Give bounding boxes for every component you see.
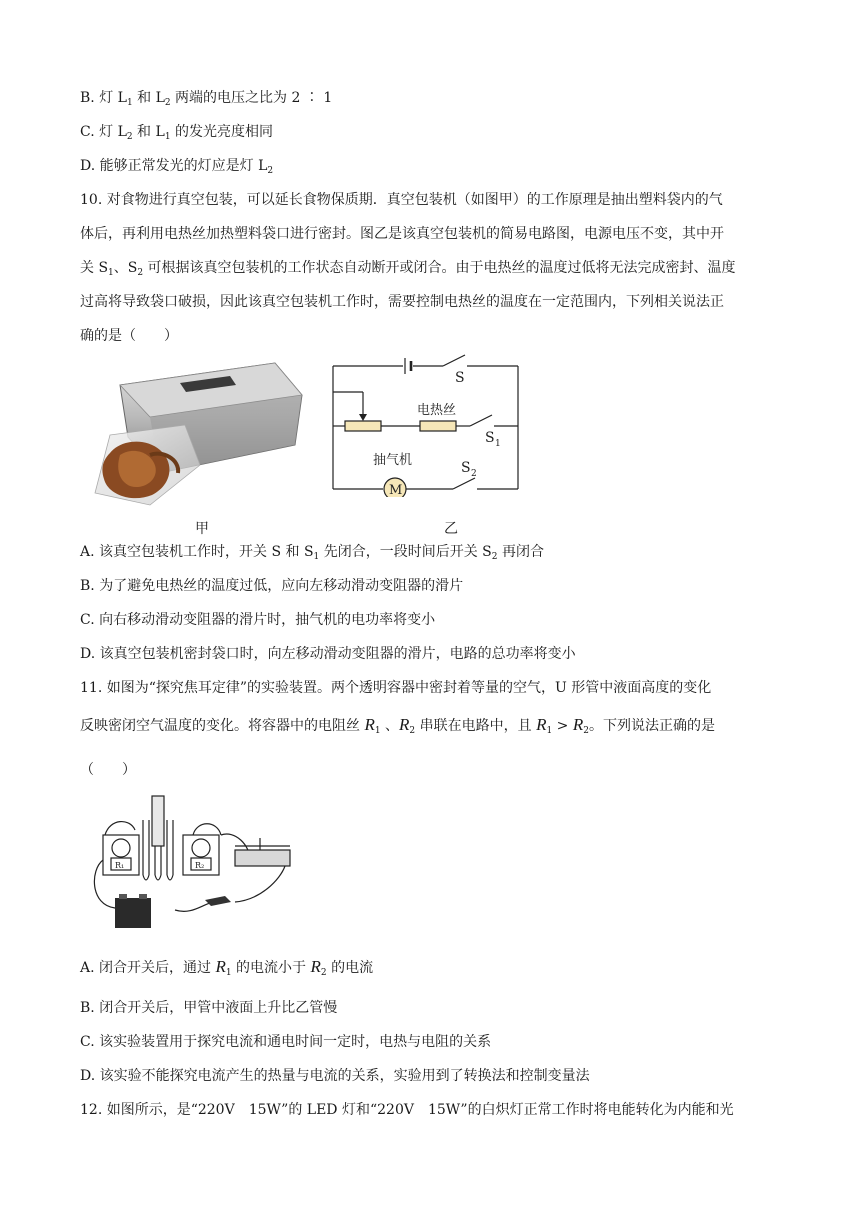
subscript: 1 [313, 552, 320, 562]
text: D. 能够正常发光的灯应是灯 L [80, 158, 268, 174]
subscript: 2 [137, 268, 144, 278]
text: 的电流小于 [231, 960, 311, 976]
text: A. 该真空包装机工作时，开关 S 和 S [80, 544, 314, 560]
r2-label: R₂ [195, 861, 205, 870]
text: B. 灯 L [80, 90, 127, 106]
q10-option-d: D. 该真空包装机密封袋口时，向左移动滑动变阻器的滑片，电路的总功率将变小 [80, 646, 576, 662]
subscript: 2 [267, 166, 274, 176]
motor-label: M [389, 483, 403, 497]
q9-option-b [80, 88, 332, 113]
subscript: 2 [583, 726, 589, 736]
subscript: 2 [409, 726, 416, 736]
pump-label: 抽气机 [373, 453, 413, 468]
text: 再闭合 [497, 544, 544, 560]
text: 。下列说法正确的是 [588, 718, 715, 734]
subscript: 2 [126, 132, 133, 142]
text: A. 闭合开关后，通过 [80, 960, 216, 976]
subscript: 2 [491, 552, 498, 562]
q10-stem-line1: 10. 对食物进行真空包装，可以延长食物保质期．真空包装机（如图甲）的工作原理是抽出塑料袋内的气 [80, 192, 723, 208]
switch-s-label: S [455, 370, 465, 386]
symbol-r: R [310, 957, 321, 976]
vacuum-sealer-image [90, 355, 315, 515]
heater-label: 电热丝 [417, 403, 457, 418]
text: 的发光亮度相同 [170, 124, 273, 140]
q11-option-c: C. 该实验装置用于探究电流和通电时间一定时，电热与电阻的关系 [80, 1034, 492, 1050]
joule-law-apparatus-image [85, 790, 300, 945]
subscript: 1 [108, 268, 114, 278]
switch-s2-sub: 2 [471, 469, 477, 479]
circuit-diagram [325, 352, 530, 497]
q12-stem-line1: 12. 如图所示，是“220V 15W”的 LED 灯和“220V 15W”的白炽灯正常工作时将电能转化为内能和光 [80, 1102, 734, 1118]
q11-option-d: D. 该实验不能探究电流产生的热量与电流的关系，实验用到了转换法和控制变量法 [80, 1068, 590, 1084]
q11-option-b: B. 闭合开关后，甲管中液面上升比乙管慢 [80, 1000, 338, 1016]
q10-option-a [80, 542, 544, 567]
subscript: 2 [164, 98, 171, 108]
text: 两端的电压之比为 2 ∶ 1 [170, 90, 333, 106]
subscript: 1 [374, 726, 381, 736]
text: 先闭合，一段时间后开关 S [319, 544, 492, 560]
text: 串联在电路中，且 [415, 718, 537, 734]
q9-option-c [80, 122, 273, 147]
subscript: 2 [320, 968, 327, 978]
figure-yi-caption: 乙 [444, 521, 458, 537]
text: 、 [380, 718, 400, 734]
switch-s1-label: S [485, 430, 495, 446]
q10-stem-line2: 体后，再利用电热丝加热塑料袋口进行密封。图乙是该真空包装机的简易电路图，电源电压不变，其中开 [80, 226, 724, 242]
switch-s1-sub: 1 [495, 439, 501, 449]
text: 可根据该真空包装机的工作状态自动断开或闭合。由于电热丝的温度过低将无法完成密封、温度 [143, 260, 736, 276]
switch-s2-label: S [461, 460, 471, 476]
q11-stem-line2 [80, 715, 715, 741]
q10-stem-line5: 确的是（ ） [80, 328, 178, 344]
text: 和 L [132, 124, 165, 140]
symbol-r: R [364, 715, 375, 734]
symbol-r: R [536, 715, 547, 734]
r1-label: R₁ [115, 861, 125, 870]
text: > [552, 718, 573, 734]
q10-stem-line4: 过高将导致袋口破损，因此该真空包装机工作时，需要控制电热丝的温度在一定范围内，下列相关说法正 [80, 294, 724, 310]
symbol-r: R [399, 715, 410, 734]
subscript: 1 [546, 726, 553, 736]
symbol-r: R [572, 715, 584, 734]
text: 和 L [132, 90, 165, 106]
symbol-r: R [215, 957, 226, 976]
subscript: 1 [126, 98, 133, 108]
q11-stem-line1: 11. 如图为“探究焦耳定律”的实验装置。两个透明容器中密封着等量的空气，U 形管中液面高度的变化 [80, 680, 712, 696]
subscript: 1 [164, 132, 171, 142]
q10-option-b: B. 为了避免电热丝的温度过低，应向左移动滑动变阻器的滑片 [80, 578, 464, 594]
q10-stem-line3 [80, 258, 736, 283]
text: 的电流 [326, 960, 374, 976]
q11-option-a [80, 957, 373, 983]
subscript: 1 [225, 968, 232, 978]
q9-option-d [80, 156, 273, 181]
figure-jia-caption: 甲 [195, 521, 209, 537]
text: 、S [113, 260, 138, 276]
q11-stem-line3: （ ） [80, 762, 136, 778]
q10-option-c: C. 向右移动滑动变阻器的滑片时，抽气机的电功率将变小 [80, 612, 436, 628]
text: 反映密闭空气温度的变化。将容器中的电阻丝 [80, 718, 365, 734]
text: 关 S [80, 260, 109, 276]
text: C. 灯 L [80, 124, 127, 140]
